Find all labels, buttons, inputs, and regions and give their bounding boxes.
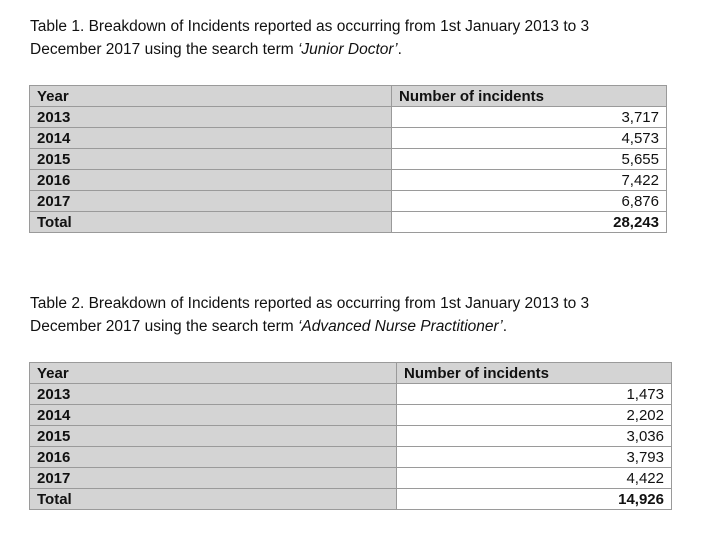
count-cell: 3,717 [392, 107, 667, 128]
table-2-caption [30, 292, 713, 338]
table-row [30, 170, 667, 191]
table-row [30, 468, 672, 489]
table-row [30, 405, 672, 426]
year-cell: 2014 [30, 128, 392, 149]
table-2 [29, 362, 672, 510]
year-cell: 2015 [30, 149, 392, 170]
table-total-row [30, 212, 667, 233]
year-cell: 2016 [30, 170, 392, 191]
count-cell: 3,036 [397, 426, 672, 447]
header-count: Number of incidents [392, 86, 667, 107]
count-cell: 4,573 [392, 128, 667, 149]
header-year: Year [30, 363, 397, 384]
count-cell: 1,473 [397, 384, 672, 405]
table-2-search-term: ‘Advanced Nurse Practitioner’ [297, 318, 503, 335]
table-header-row [30, 363, 672, 384]
table-1 [29, 85, 667, 233]
header-year: Year [30, 86, 392, 107]
year-cell: 2013 [30, 384, 397, 405]
count-cell: 2,202 [397, 405, 672, 426]
table-header-row [30, 86, 667, 107]
total-label: Total [30, 489, 397, 510]
count-cell: 7,422 [392, 170, 667, 191]
year-cell: 2017 [30, 468, 397, 489]
count-cell: 5,655 [392, 149, 667, 170]
table-row [30, 191, 667, 212]
year-cell: 2016 [30, 447, 397, 468]
year-cell: 2014 [30, 405, 397, 426]
table-row [30, 384, 672, 405]
year-cell: 2015 [30, 426, 397, 447]
total-count: 28,243 [392, 212, 667, 233]
table-row [30, 426, 672, 447]
total-count: 14,926 [397, 489, 672, 510]
table-2-caption-line1: Table 2. Breakdown of Incidents reported as occurring from 1st January 2013 to 3 [30, 295, 590, 312]
table-row [30, 149, 667, 170]
year-cell: 2017 [30, 191, 392, 212]
count-cell: 3,793 [397, 447, 672, 468]
table-1-caption-line2: December 2017 using the search term ‘Junior Doctor’. [30, 41, 402, 58]
table-row [30, 128, 667, 149]
table-row [30, 107, 667, 128]
table-1-caption [30, 15, 713, 61]
header-count: Number of incidents [397, 363, 672, 384]
total-label: Total [30, 212, 392, 233]
table-total-row [30, 489, 672, 510]
table-1-caption-line1: Table 1. Breakdown of Incidents reported as occurring from 1st January 2013 to 3 [30, 18, 590, 35]
count-cell: 4,422 [397, 468, 672, 489]
year-cell: 2013 [30, 107, 392, 128]
table-1-search-term: ‘Junior Doctor’ [297, 41, 398, 58]
table-row [30, 447, 672, 468]
count-cell: 6,876 [392, 191, 667, 212]
table-2-caption-line2: December 2017 using the search term ‘Advanced Nurse Practitioner’. [30, 318, 508, 335]
